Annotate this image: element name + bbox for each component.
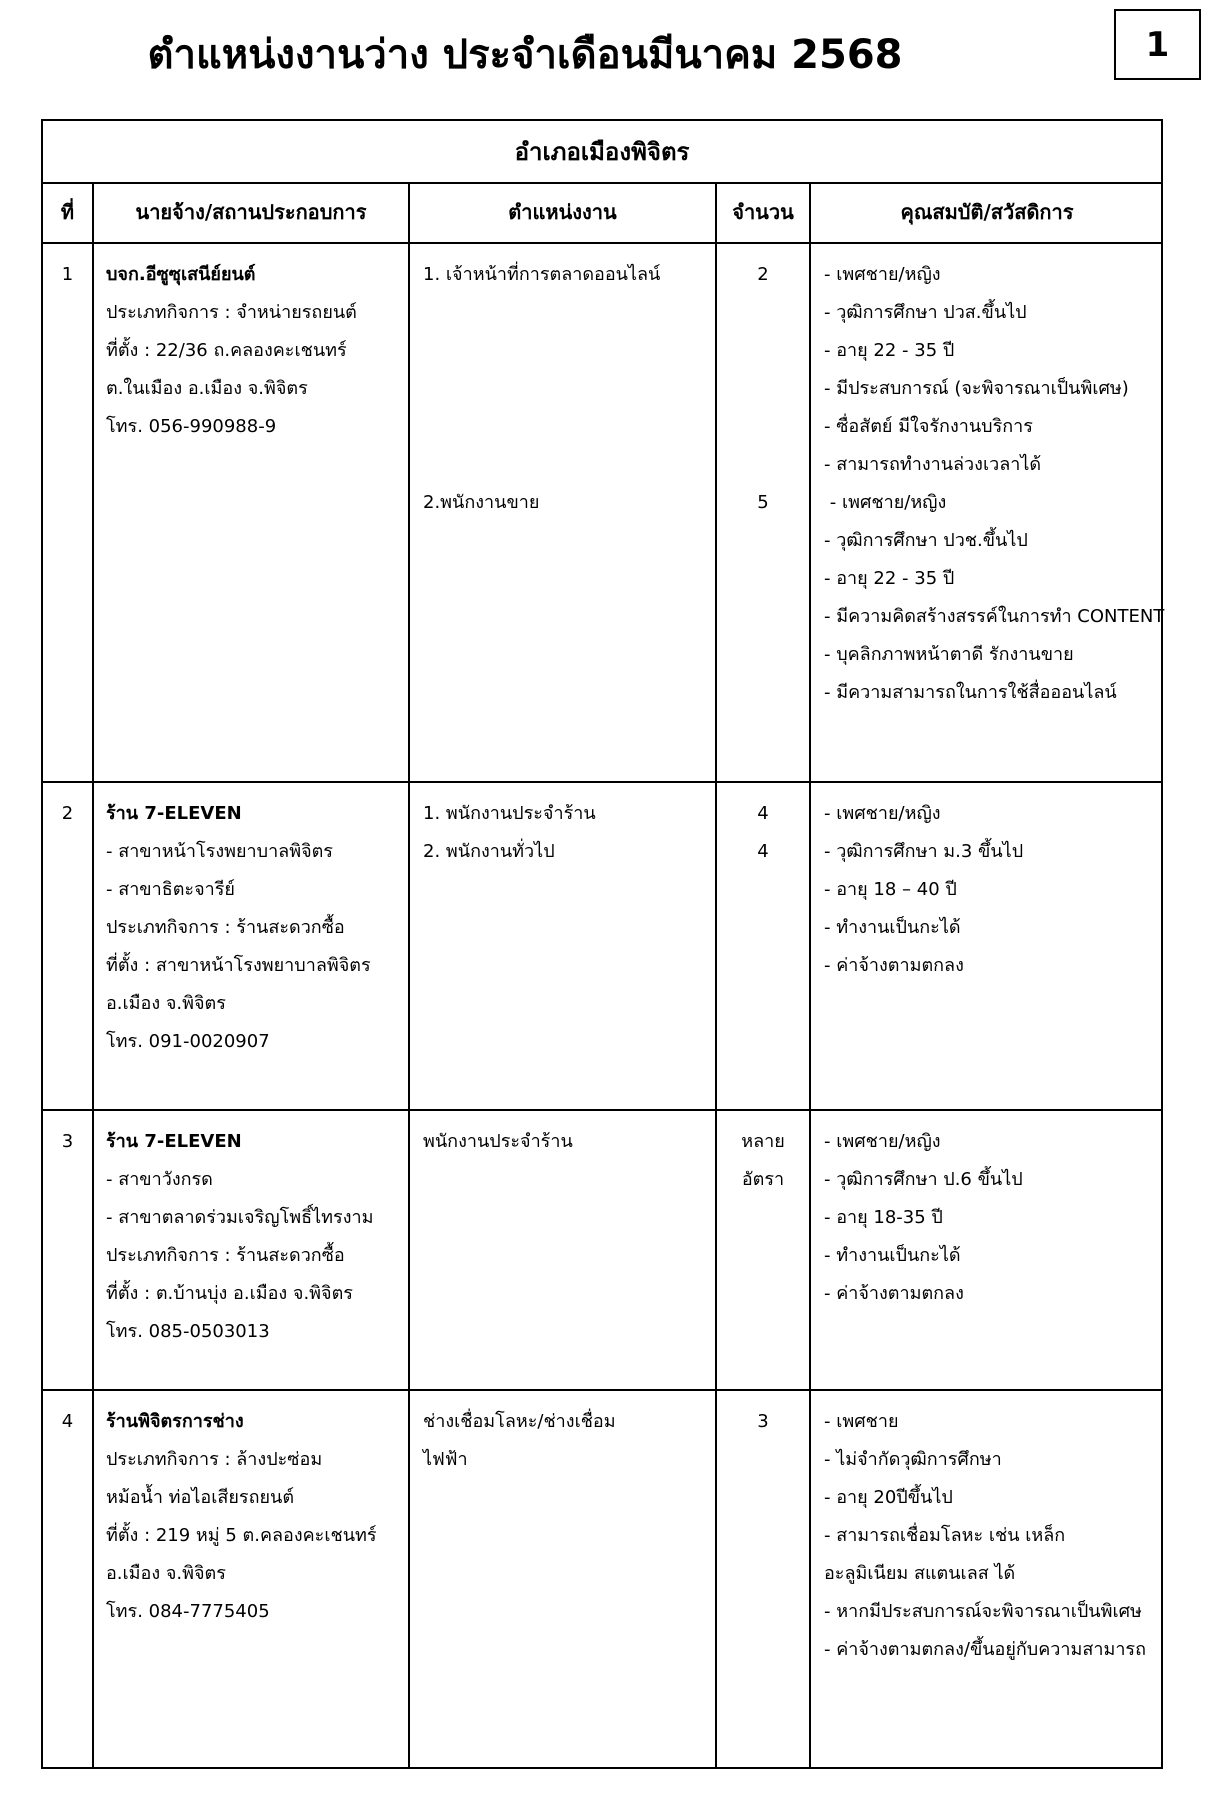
qualification-line: - หากมีประสบการณ์จะพิจารณาเป็นพิเศษ <box>824 1601 1142 1622</box>
vacancy-count: 4 <box>757 803 769 824</box>
qualification-line: อะลูมิเนียม สแตนเลส ได้ <box>824 1563 1016 1584</box>
row-number: 2 <box>61 803 74 824</box>
employer-name: ร้าน 7-ELEVEN <box>106 803 242 824</box>
column-divider <box>408 182 410 1767</box>
employer-cell <box>106 1403 406 1631</box>
qualification-line: - มีความสามารถในการใช้สื่อออนไลน์ <box>824 682 1117 703</box>
column-divider <box>715 182 717 1767</box>
employer-line: ที่ตั้ง : 22/36 ถ.คลองคะเชนทร์ <box>106 340 347 361</box>
count-cell <box>717 1123 809 1199</box>
qualification-line: - วุฒิการศึกษา ม.3 ขึ้นไป <box>824 841 1024 862</box>
employer-line: อ.เมือง จ.พิจิตร <box>106 1563 226 1584</box>
employer-line: ต.ในเมือง อ.เมือง จ.พิจิตร <box>106 378 308 399</box>
vacancy-count: อัตรา <box>741 1169 785 1190</box>
employer-line: ประเภทกิจการ : จำหน่ายรถยนต์ <box>106 302 357 323</box>
qualification-line: - อายุ 22 - 35 ปี <box>824 568 955 589</box>
position-line: ไฟฟ้า <box>423 1449 468 1470</box>
position-line: 2.พนักงานขาย <box>423 492 540 513</box>
qualification-cell <box>824 256 1165 712</box>
employer-line: ประเภทกิจการ : ร้านสะดวกซื้อ <box>106 1245 345 1266</box>
employer-cell <box>106 795 406 1061</box>
qualification-line: - สามารถเชื่อมโลหะ เช่น เหล็ก <box>824 1525 1066 1546</box>
employer-name: บจก.อีซูซุเสนีย์ยนต์ <box>106 264 256 285</box>
qualification-line: - อายุ 18 – 40 ปี <box>824 879 957 900</box>
page-title: ตำแหน่งงานว่าง ประจำเดือนมีนาคม 2568 <box>147 32 903 78</box>
row-divider <box>43 1109 1161 1111</box>
row-divider <box>43 781 1161 783</box>
row-divider <box>43 1389 1161 1391</box>
employer-line: ที่ตั้ง : สาขาหน้าโรงพยาบาลพิจิตร <box>106 955 371 976</box>
position-line: พนักงานประจำร้าน <box>423 1131 573 1152</box>
employer-line: โทร. 084-7775405 <box>106 1601 270 1622</box>
district-heading: อำเภอเมืองพิจิตร <box>514 138 690 166</box>
qualification-line: - ค่าจ้างตามตกลง <box>824 1283 964 1304</box>
qualification-cell <box>824 795 1162 985</box>
qualification-line: - วุฒิการศึกษา ป.6 ขึ้นไป <box>824 1169 1023 1190</box>
employer-line: อ.เมือง จ.พิจิตร <box>106 993 226 1014</box>
qualification-line: - เพศชาย/หญิง <box>824 264 941 285</box>
count-cell <box>717 795 809 871</box>
header-count: จำนวน <box>732 200 794 224</box>
employer-line: ประเภทกิจการ : ร้านสะดวกซื้อ <box>106 917 345 938</box>
vacancy-count: หลาย <box>741 1131 785 1152</box>
qualification-line: - เพศชาย/หญิง <box>824 1131 941 1152</box>
position-cell <box>423 1403 713 1479</box>
qualification-line: - ค่าจ้างตามตกลง/ขึ้นอยู่กับความสามารถ <box>824 1639 1146 1660</box>
row-number: 1 <box>61 264 74 285</box>
qualification-line: - ค่าจ้างตามตกลง <box>824 955 964 976</box>
qualification-cell <box>824 1123 1162 1313</box>
header-bottom-rule <box>43 242 1161 244</box>
vacancy-count: 4 <box>757 841 769 862</box>
qualification-line: - อายุ 18-35 ปี <box>824 1207 943 1228</box>
qualification-line: - เพศชาย/หญิง <box>824 803 941 824</box>
qualification-line: - อายุ 22 - 35 ปี <box>824 340 955 361</box>
qualification-line: - อายุ 20ปีขึ้นไป <box>824 1487 953 1508</box>
position-line: 2. พนักงานทั่วไป <box>423 841 555 862</box>
qualification-line: - วุฒิการศึกษา ปวส.ขึ้นไป <box>824 302 1027 323</box>
row-number: 3 <box>61 1131 74 1152</box>
qualification-line: - ไม่จำกัดวุฒิการศึกษา <box>824 1449 1002 1470</box>
employer-line: - สาขาวังกรด <box>106 1169 213 1190</box>
employer-cell <box>106 256 406 446</box>
vacancy-count: 3 <box>757 1411 769 1432</box>
qualification-line: - เพศชาย/หญิง <box>824 492 947 513</box>
employer-line: ประเภทกิจการ : ล้างปะซ่อม <box>106 1449 323 1470</box>
qualification-cell <box>824 1403 1162 1669</box>
employer-line: ที่ตั้ง : ต.บ้านบุ่ง อ.เมือง จ.พิจิตร <box>106 1283 353 1304</box>
qualification-line: - ทำงานเป็นกะได้ <box>824 1245 961 1266</box>
row-number: 4 <box>61 1411 74 1432</box>
qualification-line: - ซื่อสัตย์ มีใจรักงานบริการ <box>824 416 1033 437</box>
header-position: ตำแหน่งงาน <box>508 200 617 224</box>
header-employer: นายจ้าง/สถานประกอบการ <box>135 200 367 224</box>
qualification-line: - มีความคิดสร้างสรรค์ในการทำ CONTENT <box>824 606 1165 627</box>
vacancy-count: 2 <box>757 264 769 285</box>
employer-cell <box>106 1123 406 1351</box>
column-divider <box>809 182 811 1767</box>
qualification-line: - บุคลิกภาพหน้าตาดี รักงานขาย <box>824 644 1074 665</box>
vacancy-count: 5 <box>757 492 769 513</box>
employer-line: โทร. 056-990988-9 <box>106 416 277 437</box>
header-qualification: คุณสมบัติ/สวัสดิการ <box>900 200 1074 224</box>
employer-line: - สาขาตลาดร่วมเจริญโพธิ์ไทรงาม <box>106 1207 374 1228</box>
position-line: 1. พนักงานประจำร้าน <box>423 803 596 824</box>
position-line: ช่างเชื่อมโลหะ/ช่างเชื่อม <box>423 1411 616 1432</box>
employer-line: โทร. 091-0020907 <box>106 1031 270 1052</box>
employer-line: โทร. 085-0503013 <box>106 1321 270 1342</box>
employer-line: - สาขาหน้าโรงพยาบาลพิจิตร <box>106 841 333 862</box>
employer-line: - สาขาธิตะจารีย์ <box>106 879 235 900</box>
employer-line: ที่ตั้ง : 219 หมู่ 5 ต.คลองคะเชนทร์ <box>106 1525 377 1546</box>
employer-line: หม้อน้ำ ท่อไอเสียรถยนต์ <box>106 1487 295 1508</box>
qualification-line: - มีประสบการณ์ (จะพิจารณาเป็นพิเศษ) <box>824 378 1129 399</box>
position-line: 1. เจ้าหน้าที่การตลาดออนไลน์ <box>423 264 661 285</box>
qualification-line: - สามารถทำงานล่วงเวลาได้ <box>824 454 1042 475</box>
qualification-line: - เพศชาย <box>824 1411 899 1432</box>
job-table <box>41 119 1163 1769</box>
employer-name: ร้าน 7-ELEVEN <box>106 1131 242 1152</box>
qualification-line: - ทำงานเป็นกะได้ <box>824 917 961 938</box>
position-cell <box>423 795 713 871</box>
column-divider <box>92 182 94 1767</box>
employer-name: ร้านพิจิตรการช่าง <box>106 1411 244 1432</box>
qualification-line: - วุฒิการศึกษา ปวช.ขึ้นไป <box>824 530 1028 551</box>
page-number: 1 <box>1114 9 1201 80</box>
header-no: ที่ <box>60 200 75 224</box>
